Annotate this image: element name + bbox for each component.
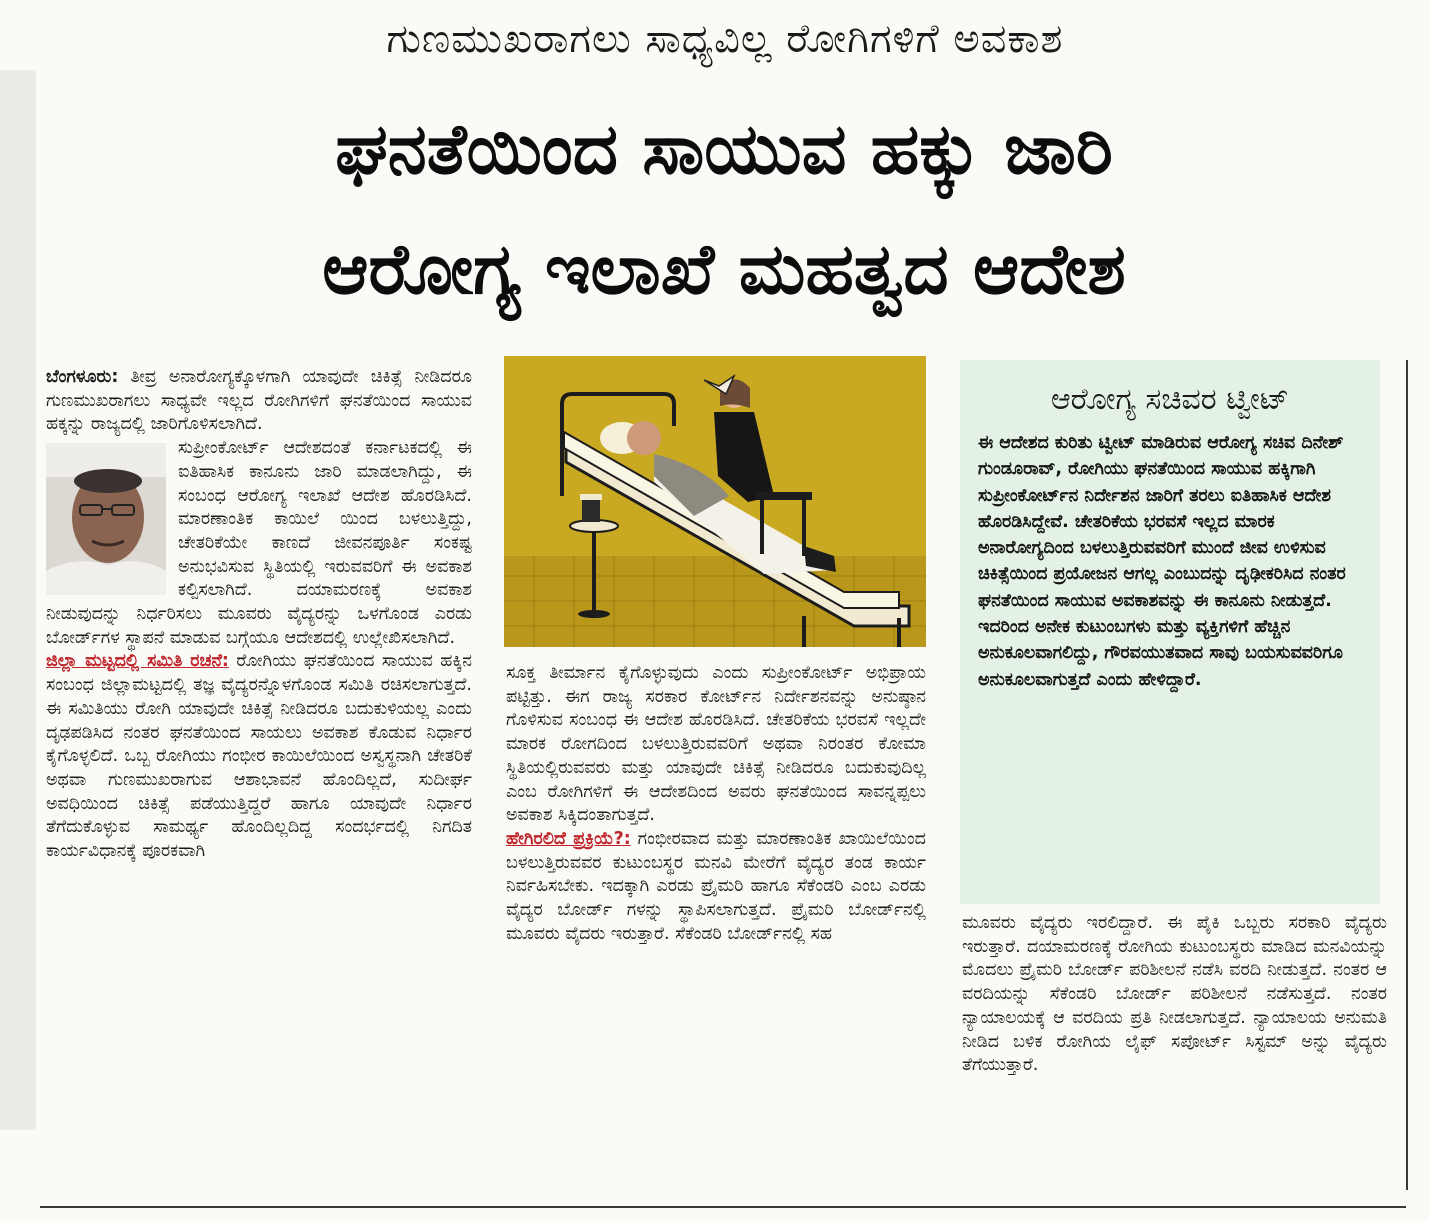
para-4-text: ಗಂಭೀರವಾದ ಮತ್ತು ಮಾರಣಾಂತಿಕ ಖಾಯಿಲೆಯಿಂದ ಬಳಲುತ್ತಿರುವವರ ಕುಟುಂಬಸ್ಥರ ಮನವಿ ಮೇರೆಗೆ ವೈದ್ಯರ ತಂಡ ಕಾರ್ಯ ನಿರ್ವಹಿಸಬೇಕು. ಇದಕ್ಕಾಗಿ ಎರಡು ಪ್ರೈಮರಿ ಹಾಗೂ ಸೆಕೆಂಡರಿ ಎಂಬ ಎರಡು ವೈದ್ಯರ ಬೋರ್ಡ್ ಗಳನ್ನು ಸ್ಥಾಪಿಸಲಾಗುತ್ತದೆ. ಪ್ರೈಮರಿ ಬೋರ್ಡ್‌ನಲ್ಲಿ ಮೂವರು ವೈದರು ಇರುತ್ತಾರೆ. ಸೆಕೆಂಡರಿ ಬೋರ್ಡ್‌ನಲ್ಲಿ ಸಹ xyxy=(506,828,926,944)
minister-tweet-box xyxy=(960,360,1380,904)
para-5: ಮೂವರು ವೈದ್ಯರು ಇರಲಿದ್ದಾರೆ. ಈ ಪೈಕಿ ಒಬ್ಬರು ಸರಕಾರಿ ವೈದ್ಯರು ಇರುತ್ತಾರೆ. ದಯಾಮರಣಕ್ಕೆ ರೋಗಿಯ ಕುಟುಂಬಸ್ಥರು ಮಾಡಿದ ಮನವಿಯನ್ನು ಮೊದಲು ಪ್ರೈಮರಿ ಬೋರ್ಡ್ ಪರಿಶೀಲನೆ ನಡೆಸಿ ವರದಿ ನೀಡುತ್ತದೆ. ನಂತರ ಆ ವರದಿಯನ್ನು ಸೆಕೆಂಡರಿ ಬೋರ್ಡ್ ಪರಿಶೀಲನೆ ನಡೆಸುತ್ತದೆ. ನಂತರ ನ್ಯಾಯಾಲಯಕ್ಕೆ ಆ ವರದಿಯ ಪ್ರತಿ ನೀಡಲಾಗುತ್ತದೆ. ನ್ಯಾಯಾಲಯ ಅನುಮತಿ ನೀಡಿದ ಬಳಿಕ ರೋಗಿಯ ಲೈಫ್ ಸಪೋರ್ಟ್ ಸಿಸ್ಟಮ್ ಅನ್ನು ವೈದ್ಯರು ತೆಗೆಯುತ್ತಾರೆ. xyxy=(962,913,1387,1076)
intro-text: ತೀವ್ರ ಅನಾರೋಗ್ಯಕ್ಕೊಳಗಾಗಿ ಯಾವುದೇ ಚಿಕಿತ್ಸೆ ನೀಡಿದರೂ ಗುಣಮುಖರಾಗಲು ಸಾಧ್ಯವೇ ಇಲ್ಲದ ರೋಗಿಗಳಿಗೆ ಘನತೆಯಿಂದ ಸಾಯುವ ಹಕ್ಕನ್ನು ರಾಜ್ಯದಲ್ಲಿ ಜಾರಿಗೊಳಿಸಲಾಗಿದೆ. xyxy=(46,367,472,435)
para-4 xyxy=(506,828,926,947)
intro-block xyxy=(46,366,472,437)
article-column-3 xyxy=(962,912,1387,1190)
right-column-rule xyxy=(1406,360,1408,1190)
portrait-image xyxy=(46,443,166,595)
minister-photo xyxy=(46,443,166,595)
subhead-district-committee: ಜಿಲ್ಲಾ ಮಟ್ಟದಲ್ಲಿ ಸಮಿತಿ ರಚನೆ: xyxy=(46,651,229,672)
para-1: ಸುಪ್ರೀಂಕೋರ್ಟ್ ಆದೇಶದಂತೆ ಕರ್ನಾಟಕದಲ್ಲಿ ಈ ಐತಿಹಾಸಿಕ ಕಾನೂನು ಜಾರಿ ಮಾಡಲಾಗಿದ್ದು, ಈ ಸಂಬಂಧ ಆರೋಗ್ಯ ಇಲಾಖೆ ಆದೇಶ ಹೊರಡಿಸಿದೆ. ಮಾರಣಾಂತಿಕ ಕಾಯಿಲೆ ಯಿಂದ ಬಳಲುತ್ತಿದ್ದು, ಚೇತರಿಕೆಯೇ ಕಾಣದೆ ಜೀವನಪೂರ್ತಿ ಸಂಕಷ್ಟ ಅನುಭವಿಸುವ ಸ್ಥಿತಿಯಲ್ಲಿ ಇರುವವರಿಗೆ ಈ ಅವಕಾಶ ಕಲ್ಪಿಸಲಾಗಿದೆ. ದಯಾಮರಣಕ್ಕೆ ಅವಕಾಶ ನೀಡುವುದನ್ನು ನಿರ್ಧರಿಸಲು ಮೂವರು ವೈದ್ಯರನ್ನು ಒಳಗೊಂಡ ಎರಡು ಬೋರ್ಡ್‌ಗಳ ಸ್ಥಾಪನೆ ಮಾಡುವ ಬಗ್ಗೆಯೂ ಆದೇಶದಲ್ಲಿ ಉಲ್ಲೇಖಿಸಲಾಗಿದೆ. xyxy=(46,438,472,648)
article-column-1 xyxy=(46,366,472,1196)
article-column-2 xyxy=(506,662,926,1192)
headline-line-2: ಆರೋಗ್ಯ ಇಲಾಖೆ ಮಹತ್ವದ ಆದೇಶ xyxy=(322,228,1126,310)
tweet-box-title: ಆರೋಗ್ಯ ಸಚಿವರ ಟ್ವೀಟ್ xyxy=(1050,382,1290,417)
hospital-illustration xyxy=(504,356,926,647)
headline-line-1: ಘನತೆಯಿಂದ ಸಾಯುವ ಹಕ್ಕು ಜಾರಿ xyxy=(335,108,1113,190)
tweet-box-body: ಈ ಆದೇಶದ ಕುರಿತು ಟ್ವೀಟ್ ಮಾಡಿರುವ ಆರೋಗ್ಯ ಸಚಿವ ದಿನೇಶ್ ಗುಂಡೂರಾವ್, ರೋಗಿಯು ಘನತೆಯಿಂದ ಸಾಯುವ ಹಕ್ಕಿಗಾಗಿ ಸುಪ್ರೀಂಕೋರ್ಟ್‌ನ ನಿರ್ದೇಶನ ಜಾರಿಗೆ ತರಲು ಐತಿಹಾಸಿಕ ಆದೇಶ ಹೊರಡಿಸಿದ್ದೇವೆ. ಚೇತರಿಕೆಯ ಭರವಸೆ ಇಲ್ಲದ ಮಾರಕ ಅನಾರೋಗ್ಯದಿಂದ ಬಳಲುತ್ತಿರುವವರಿಗೆ ಮುಂದೆ ಜೀವ ಉಳಿಸುವ ಚಿಕಿತ್ಸೆಯಿಂದ ಪ್ರಯೋಜನ ಆಗಲ್ಲ ಎಂಬುದನ್ನು ದೃಢೀಕರಿಸಿದ ನಂತರ ಘನತೆಯಿಂದ ಸಾಯುವ ಅವಕಾಶವನ್ನು ಈ ಕಾನೂನು ನೀಡುತ್ತದೆ. ಇದರಿಂದ ಅನೇಕ ಕುಟುಂಬಗಳು ಮತ್ತು ವ್ಯಕ್ತಿಗಳಿಗೆ ಹೆಚ್ಚಿನ ಅನುಕೂಲವಾಗಲಿದ್ದು, ಗೌರವಯುತವಾದ ಸಾವು ಬಯಸುವವರಿಗೂ ಅನುಕೂಲವಾಗುತ್ತದೆ ಎಂದು ಹೇಳಿದ್ದಾರೆ. xyxy=(978,433,1346,690)
para-2-text: ರೋಗಿಯು ಘನತೆಯಿಂದ ಸಾಯುವ ಹಕ್ಕಿನ ಸಂಬಂಧ ಜಿಲ್ಲಾಮಟ್ಟದಲ್ಲಿ ತಜ್ಞ ವೈದ್ಯರನ್ನೊಳಗೊಂಡ ಸಮಿತಿ ರಚಿಸಲಾಗುತ್ತದೆ. ಈ ಸಮಿತಿಯು ರೋಗಿ ಯಾವುದೇ ಚಿಕಿತ್ಸೆ ನೀಡಿದರೂ ಬದುಕುಳಿಯಲ್ಲ ಎಂದು ದೃಢಪಡಿಸಿದ ನಂತರ ಘನತೆಯಿಂದ ಸಾಯಲು ಅವಕಾಶ ಕೊಡುವ ನಿರ್ಧಾರ ಕೈಗೊಳ್ಳಲಿದೆ. ಒಬ್ಬ ರೋಗಿಯು ಗಂಭೀರ ಕಾಯಿಲೆಯಿಂದ ಅಸ್ವಸ್ಥನಾಗಿ ಚೇತರಿಕೆ ಅಥವಾ ಗುಣಮುಖರಾಗುವ ಆಶಾಭಾವನೆ ಹೊಂದಿಲ್ಲದೆ, ಸುದೀರ್ಘ ಅವಧಿಯಿಂದ ಚಿಕಿತ್ಸೆ ಪಡೆಯುತ್ತಿದ್ದರೆ ಹಾಗೂ ಯಾವುದೇ ನಿರ್ಧಾರ ತೆಗೆದುಕೊಳ್ಳುವ ಸಾಮರ್ಥ್ಯ ಹೊಂದಿಲ್ಲದಿದ್ದ ಸಂದರ್ಭದಲ್ಲಿ ನಿಗದಿತ ಕಾರ್ಯವಿಧಾನಕ್ಕೆ ಪೂರಕವಾಗಿ xyxy=(46,651,472,862)
para-3: ಸೂಕ್ತ ತೀರ್ಮಾನ ಕೈಗೊಳ್ಳುವುದು ಎಂದು ಸುಪ್ರೀಂಕೋರ್ಟ್ ಅಭಿಪ್ರಾಯ ಪಟ್ಟಿತ್ತು. ಈಗ ರಾಜ್ಯ ಸರಕಾರ ಕೋರ್ಟ್‌ನ ನಿರ್ದೇಶನವನ್ನು ಅನುಷ್ಠಾನ ಗೊಳಿಸುವ ಸಂಬಂಧ ಈ ಆದೇಶ ಹೊರಡಿಸಿದೆ. ಚೇತರಿಕೆಯ ಭರವಸೆ ಇಲ್ಲದೇ ಮಾರಕ ರೋಗದಿಂದ ಬಳಲುತ್ತಿರುವವರಿಗೆ ಅಥವಾ ನಿರಂತರ ಕೋಮಾ ಸ್ಥಿತಿಯಲ್ಲಿರುವವರು ಮತ್ತು ಯಾವುದೇ ಚಿಕಿತ್ಸೆ ನೀಡಿದರೂ ಬದುಕುವುದಿಲ್ಲ ಎಂಬ ರೋಗಿಗಳಿಗೆ ಈ ಆದೇಶದಿಂದ ಅವರು ಘನತೆಯಿಂದ ಸಾವನ್ನಪ್ಪಲು ಅವಕಾಶ ಸಿಕ್ಕಿದಂತಾಗುತ್ತದೆ. xyxy=(506,663,926,826)
kicker-headline: ಗುಣಮುಖರಾಗಲು ಸಾಧ್ಯವಿಲ್ಲ ರೋಗಿಗಳಿಗೆ ಅವಕಾಶ xyxy=(386,16,1064,62)
dateline: ಬೆಂಗಳೂರು: xyxy=(46,367,119,387)
page-edge-shadow xyxy=(0,70,36,1130)
para-2 xyxy=(46,650,472,863)
illustration-svg xyxy=(504,356,926,647)
bottom-rule xyxy=(40,1206,1406,1208)
subhead-process: ಹೇಗಿರಲಿದೆ ಪ್ರಕ್ರಿಯೆ?: xyxy=(506,828,631,849)
